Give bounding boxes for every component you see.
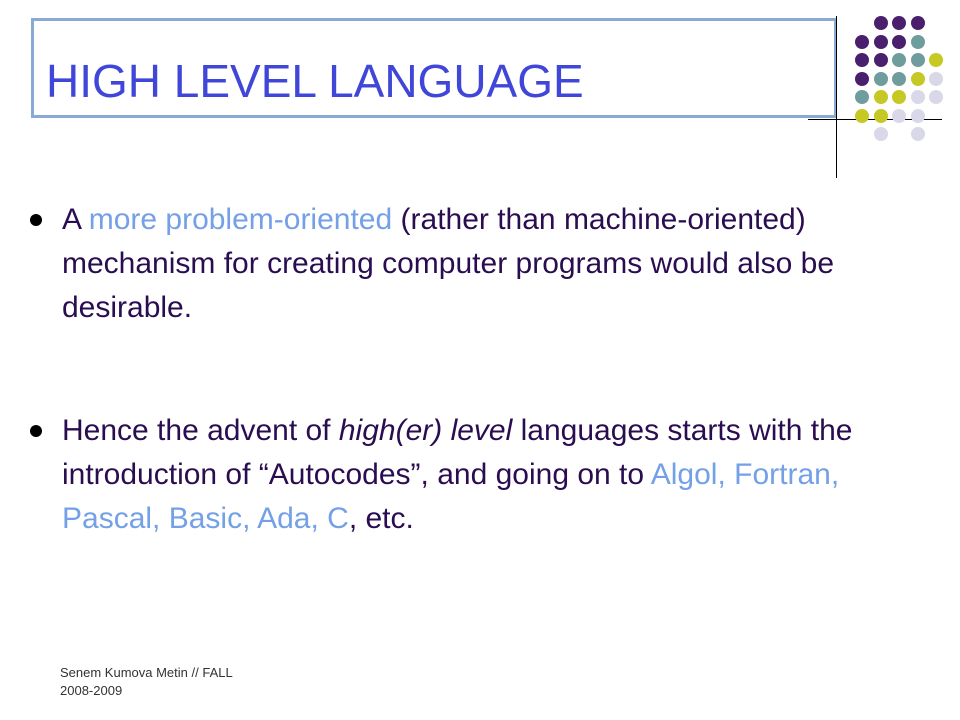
bullet-dot-icon [30,214,42,226]
decor-dot [892,72,906,86]
bullet-2-seg-1: Hence the advent of [62,414,339,447]
decor-dot [855,72,869,86]
bullet-dot-icon [30,425,42,437]
slide-title: HIGH LEVEL LANGUAGE [46,55,584,107]
decor-vertical-line [836,16,837,178]
bullet-2-seg-4: Algol, Fortran, Pascal, Basic, Ada, C [62,458,840,535]
bullet-1-seg-3: (rather than machine-oriented) mechanism for creating computer programs would also be desirable. [62,203,835,324]
decor-dot [929,53,943,67]
bullet-1-seg-1: A [62,203,89,236]
bullet-2-seg-2: high(er) level [338,414,513,447]
decor-dot [874,72,888,86]
decor-dot [874,35,888,49]
decor-dot [911,90,925,104]
slide-footer: Senem Kumova Metin // FALL 2008-2009 [60,665,233,698]
decor-dot [911,53,925,67]
decor-dot [892,35,906,49]
decor-dot [855,53,869,67]
decor-dot [911,127,925,141]
decor-dot [874,109,888,123]
bullet-2-seg-5: , etc. [348,502,414,535]
decor-dot [929,72,943,86]
decor-dot [892,90,906,104]
decor-dot [874,16,888,30]
bullet-2-seg-3: languages starts with the introduction of “Autocodes”, and going on to [62,414,853,491]
bullet-text-2 [62,409,912,541]
decor-dot [855,109,869,123]
bullet-1-seg-2: more problem-oriented [88,203,393,236]
bullet-text-1 [62,198,912,330]
decor-dot [929,90,943,104]
decor-dot [855,35,869,49]
decor-dot [892,109,906,123]
decor-dot [911,72,925,86]
decor-dot [874,90,888,104]
decor-dot [911,35,925,49]
decor-dot [911,16,925,30]
decor-dot [874,127,888,141]
decor-dot [911,109,925,123]
decor-dot [892,53,906,67]
decor-dot [855,90,869,104]
decor-dot [892,16,906,30]
decor-dot [874,53,888,67]
